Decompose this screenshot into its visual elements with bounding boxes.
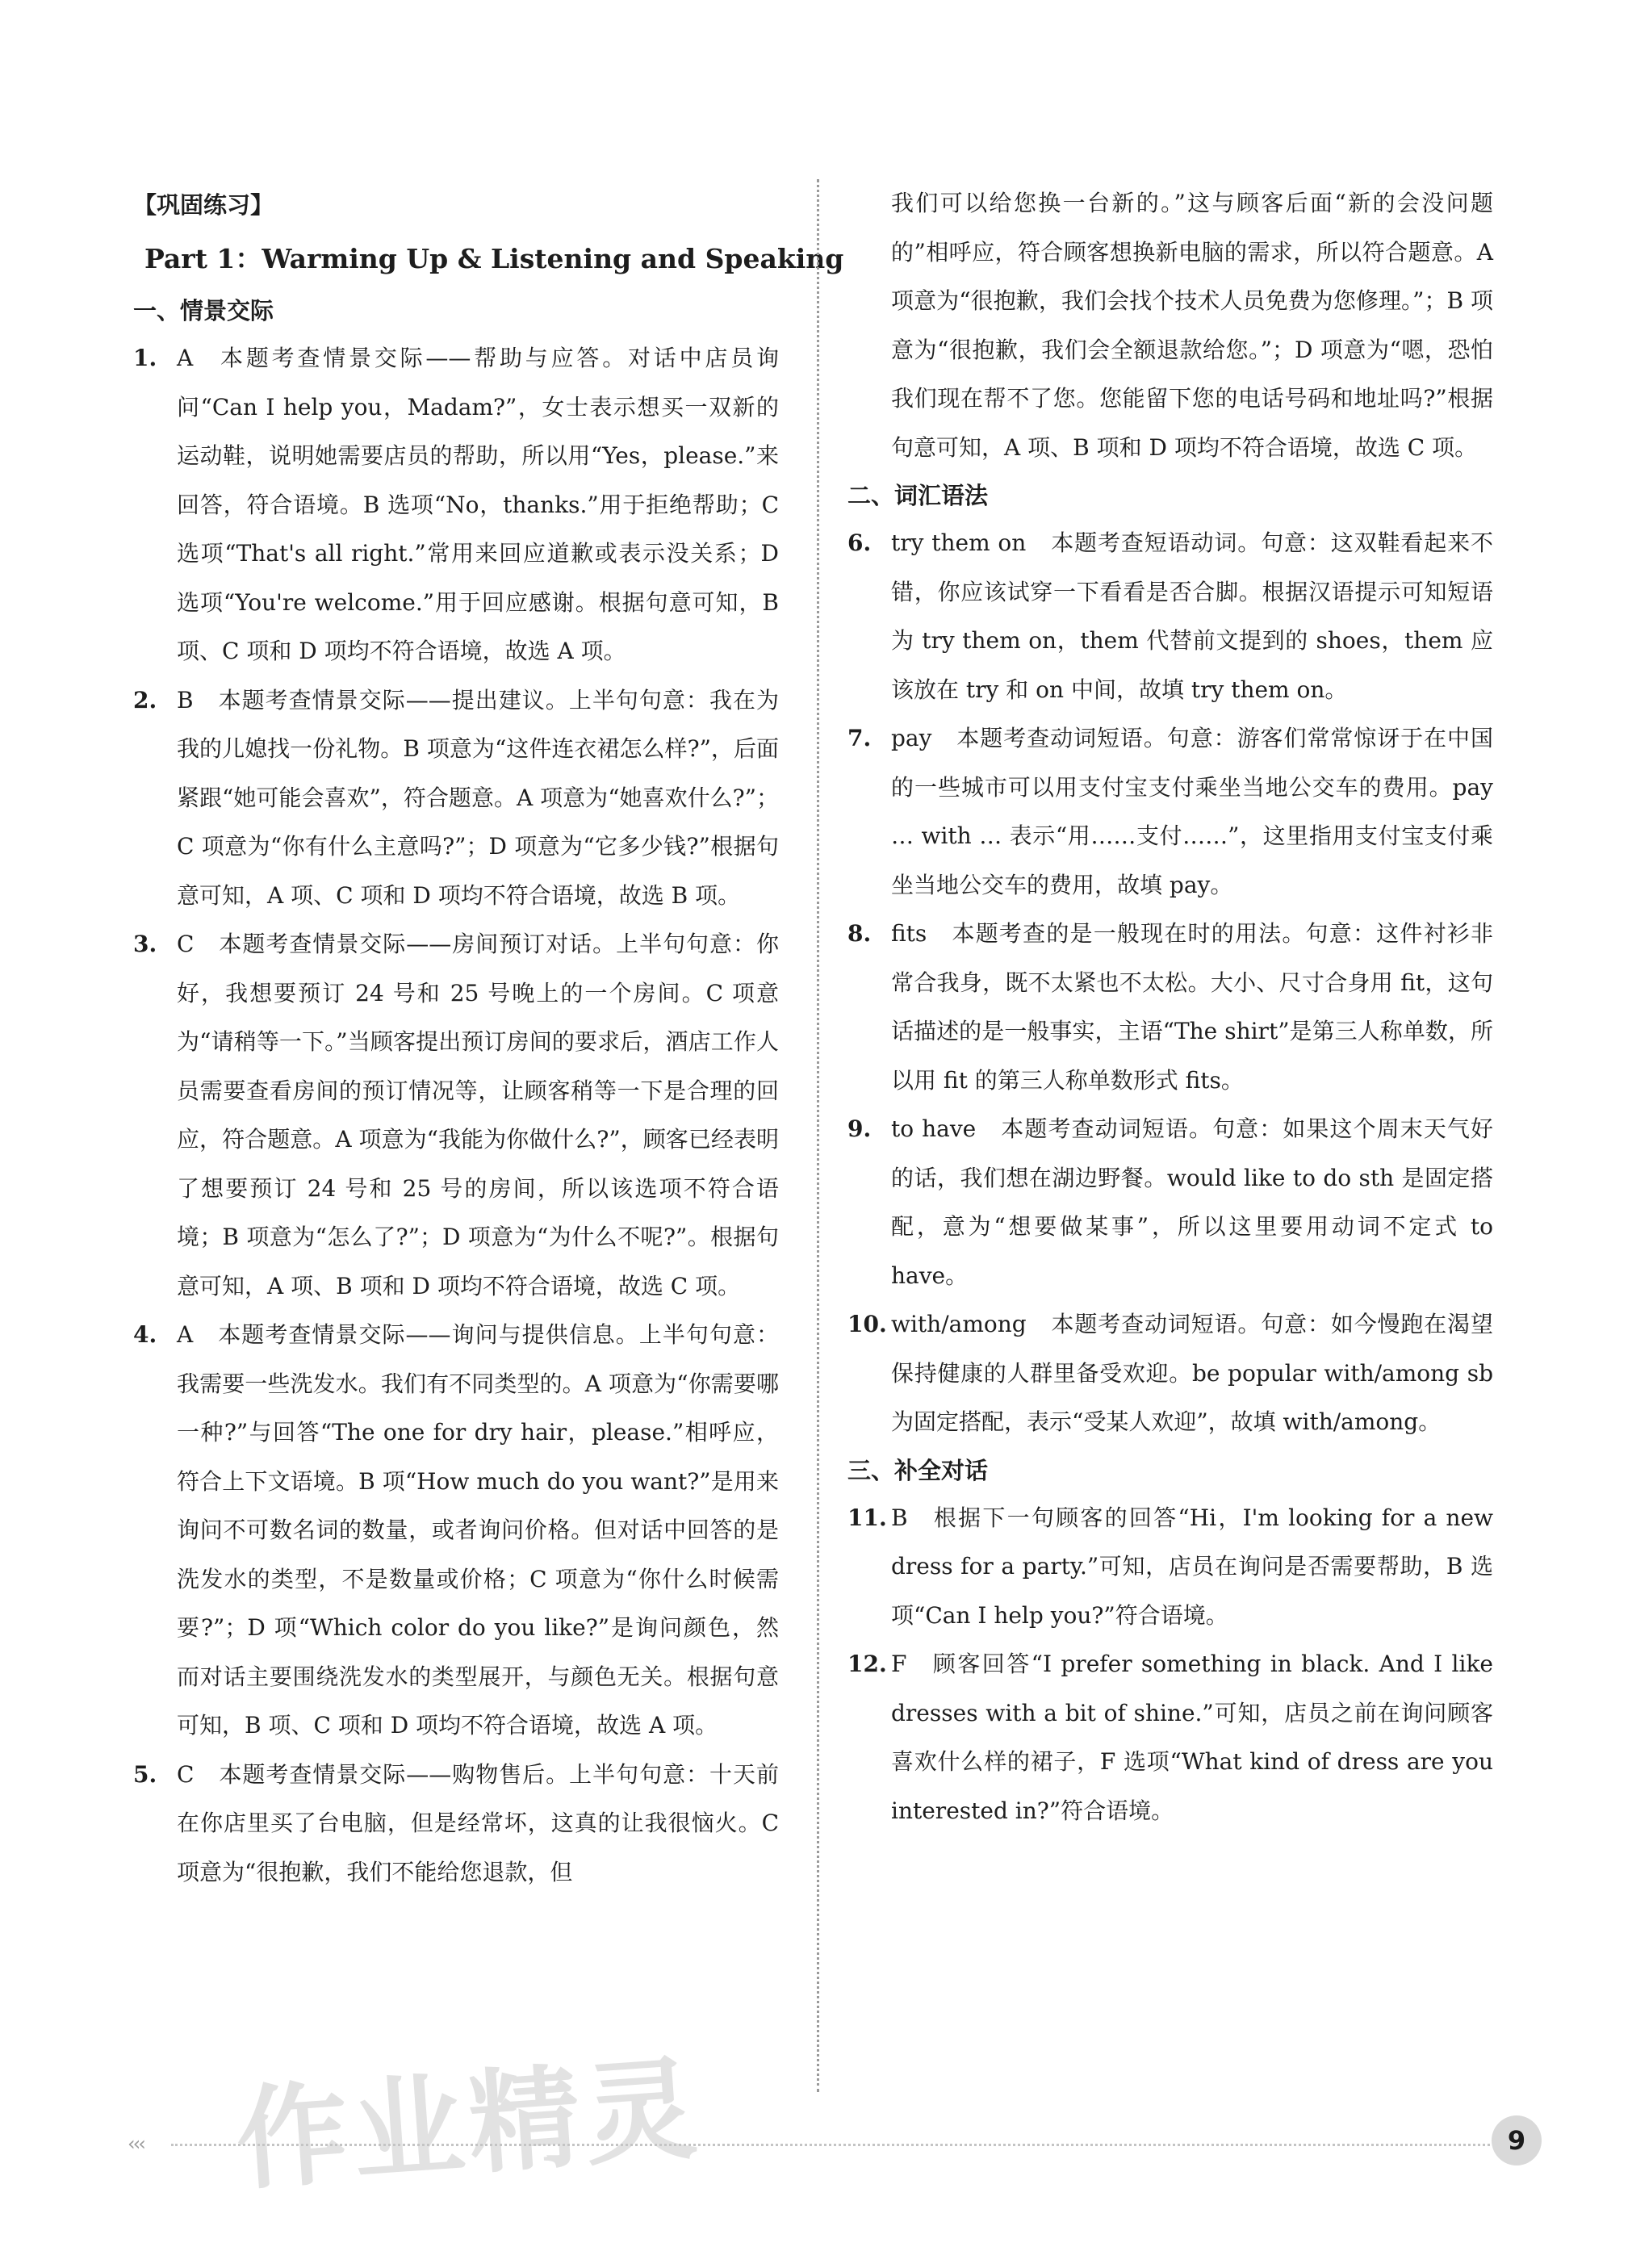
answer-item-5-continued: 我们可以给您换一台新的。”这与顾客后面“新的会没问题的”相呼应，符合顾客想换新电脑的需求，所以符合题意。A 项意为“很抱歉，我们会找个技术人员免费为您修理。”；B 项意为“很抱歉，我们会全额退款给您。”；D 项意为“嗯，恐怕我们现在帮不了您。您能留下您的电话号码和地址吗?”根据句意可知，A 项、B 项和 D 项均不符合语境，故选 C 项。 [891, 190, 1493, 461]
item-answer: A [177, 1321, 194, 1348]
subsection-heading-2: 二、词汇语法 [847, 482, 989, 509]
answer-item-10 [847, 1300, 1493, 1447]
item-number: 6. [847, 529, 872, 556]
section-heading: 【巩固练习】 [133, 191, 274, 219]
answer-item-5 [133, 1751, 779, 1898]
item-answer: try them on [891, 529, 1027, 556]
item-explanation: 本题考查情景交际——帮助与应答。对话中店员询问“Can I help you，Madam?”，女士表示想买一双新的运动鞋，说明她需要店员的帮助，所以用“Yes，please.”来回答，符合语境。B 选项“No，thanks.”用于拒绝帮助；C 选项“That's all right.”常用来回应道歉或表示没关系；D 选项“You're welcome.”用于回应感谢。根据句意可知，B 项、C 项和 D 项均不符合语境，故选 A 项。 [177, 345, 779, 664]
item-number: 5. [133, 1760, 157, 1788]
item-explanation: 本题考查情景交际——房间预订对话。上半句句意：你好，我想要预订 24 号和 25 号晚上的一个房间。C 项意为“请稍等一下。”当顾客提出预订房间的要求后，酒店工作人员需要查看房间的预订情况等，让顾客稍等一下是合理的回应，符合题意。A 项意为“我能为你做什么?”，顾客已经表明了想要预订 24 号和 25 号的房间，所以该选项不符合语境；B 项意为“怎么了?”；D 项意为“为什么不呢?”。根据句意可知，A 项、B 项和 D 项均不符合语境，故选 C 项。 [177, 931, 779, 1299]
item-explanation: 顾客回答“I prefer something in black. And I like dresses with a bit of shine.”可知，店员之前在询问顾客喜欢什么样的裙子，F 选项“What kind of dress are you interested in?”符合语境。 [891, 1651, 1493, 1824]
item-answer: to have [891, 1115, 977, 1142]
answer-item-4 [133, 1311, 779, 1751]
item-number: 4. [133, 1321, 157, 1348]
item-explanation: 根据下一句顾客的回答“Hi，I'm looking for a new dress for a party.”可知，店员在询问是否需要帮助，B 选项“Can I help you?”符合语境。 [891, 1504, 1493, 1629]
subsection-heading-3: 三、补全对话 [847, 1456, 989, 1484]
answer-item-12 [847, 1640, 1493, 1835]
answer-item-9 [847, 1105, 1493, 1300]
item-explanation: 本题考查情景交际——询问与提供信息。上半句句意：我需要一些洗发水。我们有不同类型的。A 项意为“你需要哪一种?”与回答“The one for dry hair，please.”相呼应，符合上下文语境。B 项“How much do you want?”是用来询问不可数名词的数量，或者询问价格。但对话中回答的是洗发水的类型，不是数量或价格；C 项意为“你什么时候需要?”；D 项“Which color do you like?”是询问颜色，然而对话主要围绕洗发水的类型展开，与颜色无关。根据句意可知，B 项、C 项和 D 项均不符合语境，故选 A 项。 [177, 1321, 779, 1739]
item-explanation: 本题考查情景交际——购物售后。上半句句意：十天前在你店里买了台电脑，但是经常坏，这真的让我很恼火。C 项意为“很抱歉，我们不能给您退款，但 [177, 1760, 779, 1885]
item-explanation: 本题考查情景交际——提出建议。上半句句意：我在为我的儿媳找一份礼物。B 项意为“这件连衣裙怎么样?”，后面紧跟“她可能会喜欢”，符合题意。A 项意为“她喜欢什么?”；C 项意为“你有什么主意吗?”；D 项意为“它多少钱?”根据句意可知，A 项、C 项和 D 项均不符合语境，故选 B 项。 [177, 686, 779, 909]
item-number: 10. [847, 1311, 887, 1337]
left-column [133, 179, 844, 1897]
watermark: 作业精灵 [232, 2044, 705, 2206]
item-explanation: 本题考查动词短语。句意：如今慢跑在渴望保持健康的人群里备受欢迎。be popular with/among sb 为固定搭配，表示“受某人欢迎”，故填 with/among。 [891, 1311, 1493, 1435]
item-answer: C [177, 1760, 195, 1788]
item-explanation: 本题考查动词短语。句意：游客们常常惊讶于在中国的一些城市可以用支付宝支付乘坐当地公交车的费用。pay … with … 表示“用……支付……”，这里指用支付宝支付乘坐当地公交车的费用，故填 pay。 [891, 725, 1493, 898]
answer-item-11 [847, 1494, 1493, 1641]
answer-item-7 [847, 714, 1493, 910]
right-column [847, 179, 1493, 1835]
item-number: 12. [847, 1651, 887, 1677]
answer-item-6 [847, 519, 1493, 714]
item-number: 7. [847, 725, 872, 751]
item-answer: pay [891, 725, 932, 751]
footer-divider [171, 2144, 1495, 2146]
column-divider [817, 179, 819, 2092]
item-number: 2. [133, 686, 157, 713]
item-number: 3. [133, 931, 157, 957]
footer-arrows-icon: ‹‹‹ [128, 2132, 144, 2155]
subsection-heading-1: 一、情景交际 [133, 297, 274, 324]
part-title: Part 1：Warming Up & Listening and Speaking [144, 243, 844, 274]
item-answer: with/among [891, 1311, 1027, 1337]
item-answer: C [177, 931, 195, 957]
item-number: 11. [847, 1504, 887, 1531]
item-answer: B [891, 1504, 908, 1531]
item-explanation: 本题考查的是一般现在时的用法。句意：这件衬衫非常合我身，既不太紧也不太松。大小、尺寸合身用 fit，这句话描述的是一般事实，主语“The shirt”是第三人称单数，所以用 fit 的第三人称单数形式 fits。 [891, 920, 1493, 1094]
answer-item-1 [133, 334, 779, 676]
answer-item-3 [133, 920, 779, 1311]
item-number: 1. [133, 345, 157, 371]
item-answer: fits [891, 920, 927, 947]
item-number: 8. [847, 920, 872, 947]
item-number: 9. [847, 1115, 872, 1142]
answer-item-8 [847, 910, 1493, 1105]
item-answer: A [177, 345, 194, 371]
page-number: 9 [1492, 2115, 1542, 2165]
item-explanation: 本题考查短语动词。句意：这双鞋看起来不错，你应该试穿一下看看是否合脚。根据汉语提示可知短语为 try them on，them 代替前文提到的 shoes，them 应该放在 try 和 on 中间，故填 try them on。 [891, 529, 1493, 703]
item-answer: F [891, 1651, 907, 1677]
item-answer: B [177, 686, 194, 713]
item-explanation: 本题考查动词短语。句意：如果这个周末天气好的话，我们想在湖边野餐。would like to do sth 是固定搭配，意为“想要做某事”，所以这里要用动词不定式 to have。 [891, 1115, 1493, 1289]
answer-item-2 [133, 676, 779, 921]
